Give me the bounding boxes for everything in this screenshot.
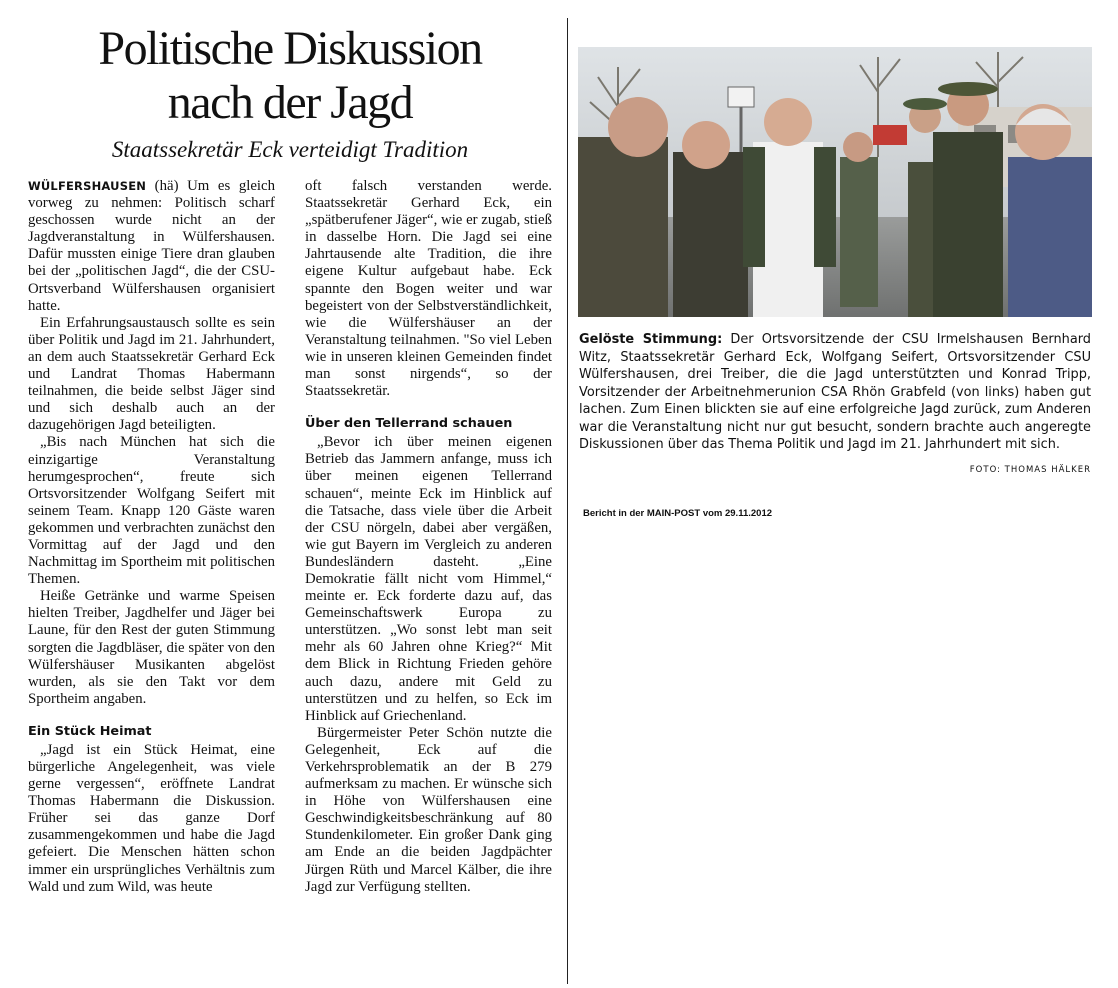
article-photo [578, 47, 1092, 317]
caption-kicker: Gelöste Stimmung: [579, 332, 723, 347]
paragraph: „Jagd ist ein Stück Heimat, eine bürgerliche Angelegenheit, was viele gerne vergessen“, eröffnete Landrat Thomas Habermann die Diskussion. Früher sei das ganze Dorf zusammengekommen und habe die Jagd gefeiert. Die Menschen hätten schon immer ein ursprüngliches Verhältnis zum Wald und zum Wild, was heute [28, 741, 275, 895]
lead-text: Um es gleich vorweg zu nehmen: Politisch scharf geschossen wurde nicht an der Jagdveranstaltung in Wülfershausen. Dafür mussten einige Tiere dran glauben bei der „politischen Jagd“, die der CSU-Ortsverband Wülfershausen organisiert hatte. [28, 178, 275, 314]
article-column-2 [305, 178, 552, 896]
article-columns [28, 178, 552, 896]
paragraph: Ein Erfahrungsaustausch sollte es sein über Politik und Jagd im 21. Jahrhundert, an dem auch Staatssekretär Gerhard Eck und Landrat Thomas Habermann teilnahmen, die beide selbst Jäger sind und sich deshalb auch an der dazugehörigen Jagd beteiligten. [28, 314, 275, 434]
dateline: WÜLFERSHAUSEN [28, 179, 147, 193]
headline-line-2: nach der Jagd [167, 76, 413, 129]
subhead-ein-stueck-heimat: Ein Stück Heimat [28, 723, 152, 739]
headline-line-1: Politische Diskussion [98, 22, 482, 75]
headline [28, 22, 552, 130]
byline: (hä) [146, 178, 188, 194]
article [28, 22, 552, 984]
column-divider [567, 18, 568, 984]
article-column-1 [28, 178, 275, 896]
source-note: Bericht in der MAIN-POST vom 29.11.2012 [583, 508, 773, 519]
group-photo-illustration [578, 47, 1092, 317]
paragraph: „Bis nach München hat sich die einzigartige Veranstaltung herumgesprochen“, freute sich Ortsvorsitzender Wolfgang Seifert mit seinem Team. Knapp 120 Gäste waren gekommen und verbrachten zunächst den Vormittag auf der Jagd und den Nachmittag im Sportheim mit politischen Themen. [28, 434, 275, 588]
photo-credit: FOTO: THOMAS HÄLKER [969, 465, 1091, 475]
photo-caption [579, 331, 1091, 454]
paragraph: Bürgermeister Peter Schön nutzte die Gelegenheit, Eck auf die Verkehrsproblematik an der B 279 aufmerksam zu machen. Er wünsche sich in Höhe von Wülfershausen eine Geschwindigkeitsbeschränkung auf 80 Stundenkilometer. Ein großer Dank ging am Ende an die beiden Jagdpächter Jürgen Rüth und Marcel Kälber, die ihre Jagd zur Verfügung stellten. [305, 724, 552, 895]
paragraph: „Bevor ich über meinen eigenen Betrieb das Jammern anfange, muss ich über meinen eigenen Tellerrand schauen“, meinte Eck im Hinblick auf die Tatsache, dass viele über die Arbeit der CSU nörgeln, dabei aber vergäßen, wie gut Bayern im Vergleich zu anderen Bundesländern dasteht. „Eine Demokratie fällt nicht vom Himmel,“ meinte er. Eck forderte dazu auf, das Gemeinschaftswerk Europa zu unterstützen. „Wo sonst lebt man seit mehr als 60 Jahren ohne Krieg?“ Mit dem Blick in Richtung Frieden gehöre auch dazu, andere mit Geld zu unterstützen und zu helfen, so Eck im Hinblick auf Griechenland. [305, 434, 552, 724]
paragraph [28, 178, 275, 315]
paragraph: oft falsch verstanden werde. Staatssekretär Gerhard Eck, ein „spätberufener Jäger“, wie er zugab, stieß in dasselbe Horn. Die Jagd sei eine Jahrtausende alte Tradition, die ihre eigene Kultur aufgebaut habe. Eck spannte den Bogen weiter und war begeistert von der Selbstverständlichkeit, wie die Wülfershäuser an der Veranstaltung teilnahmen. "So viel Leben wie in unseren kleinen Gemeinden findet man sonst nirgends“, so der Staatssekretär. [305, 178, 552, 400]
subheadline: Staatssekretär Eck verteidigt Tradition [111, 137, 469, 162]
caption-text: Der Ortsvorsitzende der CSU Irmelshausen Bernhard Witz, Staatssekretär Gerhard Eck, Wolfgang Seifert, Ortsvorsitzender CSU Wülfershausen, drei Treiber, die die Jagd unterstützten und Konrad Tripp, Vorsitzender der Arbeitnehmerunion CSA Rhön Grabfeld (von links) haben gut lachen. Zum Einen blickten sie auf eine erfolgreiche Jagd zurück, zum Anderen war die Veranstaltung nicht nur gut besucht, sondern brachte auch angeregte Diskussionen über das Thema Politik und Jagd im 21. Jahrhundert mit sich. [579, 332, 1091, 452]
paragraph: Heiße Getränke und warme Speisen hielten Treiber, Jagdhelfer und Jäger bei Laune, für den Rest der guten Stimmung sorgten die Jagdbläser, die später von den Wülfershäuser Musikanten abgelöst wurden, als sie den Takt vor dem Sportheim angaben. [28, 588, 275, 707]
subhead-tellerrand: Über den Tellerrand schauen [305, 416, 513, 432]
